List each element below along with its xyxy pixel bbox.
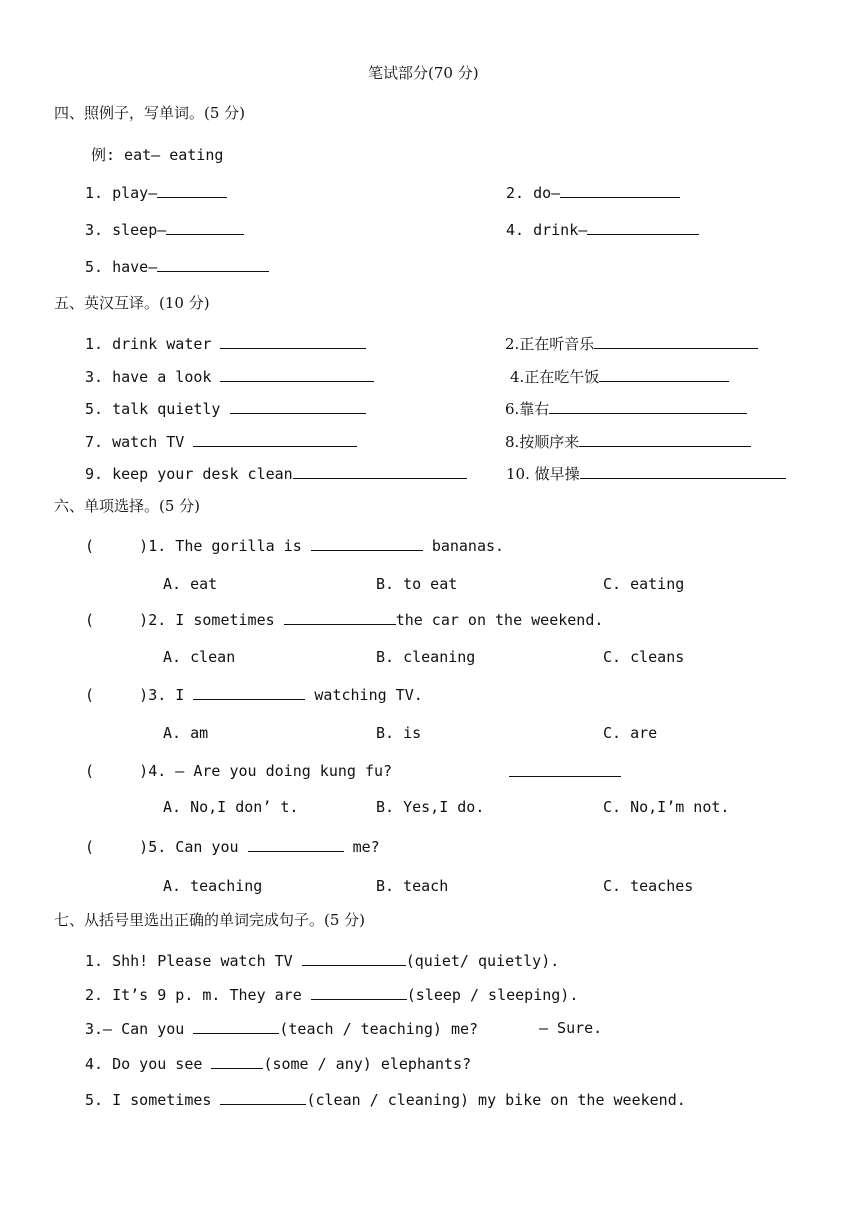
answer-blank[interactable] [193, 432, 357, 447]
mc-option-a[interactable]: A. teaching [163, 877, 263, 895]
answer-blank[interactable] [293, 464, 467, 479]
mc-option-b[interactable]: B. to eat [376, 575, 458, 593]
s5-item-10: 10. 做早操 [506, 464, 786, 483]
s5-item-6: 6.靠右 [505, 399, 747, 418]
answer-blank[interactable] [284, 610, 396, 625]
s4-item-3: 3. sleep— [85, 220, 244, 239]
s5-item-5: 5. talk quietly [85, 399, 366, 418]
s4-item-5: 5. have— [85, 257, 269, 276]
s5-item-4: 4.正在吃午饭 [510, 367, 729, 386]
mc-option-c[interactable]: C. eating [603, 575, 685, 593]
mc-question-1: ( )1. The gorilla is bananas. [85, 537, 505, 555]
s7-item-3-reply: — Sure. [539, 1019, 603, 1037]
mc-option-a[interactable]: A. eat [163, 575, 218, 593]
s7-item-1: 1. Shh! Please watch TV (quiet/ quietly). [85, 952, 560, 970]
answer-blank[interactable] [560, 183, 680, 198]
section-7-heading: 七、从括号里选出正确的单词完成句子。(5 分) [54, 911, 366, 929]
s4-item-4: 4. drink— [506, 220, 699, 239]
mc-option-b[interactable]: B. Yes,I do. [376, 798, 485, 816]
mc-question-4: ( )4. — Are you doing kung fu? [85, 762, 393, 780]
section-5-heading: 五、英汉互译。(10 分) [54, 294, 210, 312]
answer-blank[interactable] [587, 220, 699, 235]
s4-item-2: 2. do— [506, 183, 680, 202]
s4-item-1: 1. play— [85, 183, 227, 202]
example-line: 例: eat— eating [91, 146, 224, 164]
s5-item-1: 1. drink water [85, 334, 366, 353]
answer-blank[interactable] [509, 776, 621, 777]
section-4-heading: 四、照例子，写单词。(5 分) [54, 104, 246, 122]
mc-question-2: ( )2. I sometimes the car on the weekend. [85, 611, 604, 629]
answer-blank[interactable] [311, 536, 423, 551]
s5-item-7: 7. watch TV [85, 432, 357, 451]
answer-blank[interactable] [166, 220, 244, 235]
answer-blank[interactable] [220, 367, 374, 382]
mc-option-b[interactable]: B. teach [376, 877, 449, 895]
answer-blank[interactable] [311, 985, 407, 1000]
s7-item-4: 4. Do you see (some / any) elephants? [85, 1055, 472, 1073]
mc-question-5: ( )5. Can you me? [85, 838, 380, 856]
s5-item-3: 3. have a look [85, 367, 374, 386]
mc-option-c[interactable]: C. are [603, 724, 658, 742]
answer-blank[interactable] [248, 837, 344, 852]
answer-blank[interactable] [220, 1090, 306, 1105]
s7-item-2: 2. It’s 9 p. m. They are (sleep / sleeping). [85, 986, 579, 1004]
section-6-heading: 六、单项选择。(5 分) [54, 497, 201, 515]
answer-blank[interactable] [594, 334, 758, 349]
answer-blank[interactable] [230, 399, 366, 414]
s5-item-9: 9. keep your desk clean [85, 464, 467, 483]
answer-blank[interactable] [211, 1054, 263, 1069]
answer-blank[interactable] [220, 334, 366, 349]
mc-option-b[interactable]: B. is [376, 724, 422, 742]
page-title: 笔试部分(70 分) [368, 64, 479, 82]
answer-blank[interactable] [599, 367, 729, 382]
answer-blank[interactable] [302, 951, 406, 966]
mc-option-c[interactable]: C. cleans [603, 648, 685, 666]
mc-question-3: ( )3. I watching TV. [85, 686, 423, 704]
answer-blank[interactable] [549, 399, 747, 414]
answer-blank[interactable] [157, 183, 227, 198]
mc-option-a[interactable]: A. am [163, 724, 209, 742]
mc-option-a[interactable]: A. clean [163, 648, 236, 666]
answer-blank[interactable] [193, 1019, 279, 1034]
mc-option-a[interactable]: A. No,I don’ t. [163, 798, 299, 816]
mc-option-c[interactable]: C. teaches [603, 877, 694, 895]
s7-item-3: 3.— Can you (teach / teaching) me? [85, 1020, 479, 1038]
mc-option-c[interactable]: C. No,I’m not. [603, 798, 730, 816]
s7-item-5: 5. I sometimes (clean / cleaning) my bike on the weekend. [85, 1091, 686, 1109]
s5-item-8: 8.按顺序来 [505, 432, 751, 451]
answer-blank[interactable] [193, 685, 305, 700]
answer-blank[interactable] [580, 464, 786, 479]
mc-option-b[interactable]: B. cleaning [376, 648, 476, 666]
answer-blank[interactable] [157, 257, 269, 272]
answer-blank[interactable] [579, 432, 751, 447]
s5-item-2: 2.正在听音乐 [505, 334, 758, 353]
